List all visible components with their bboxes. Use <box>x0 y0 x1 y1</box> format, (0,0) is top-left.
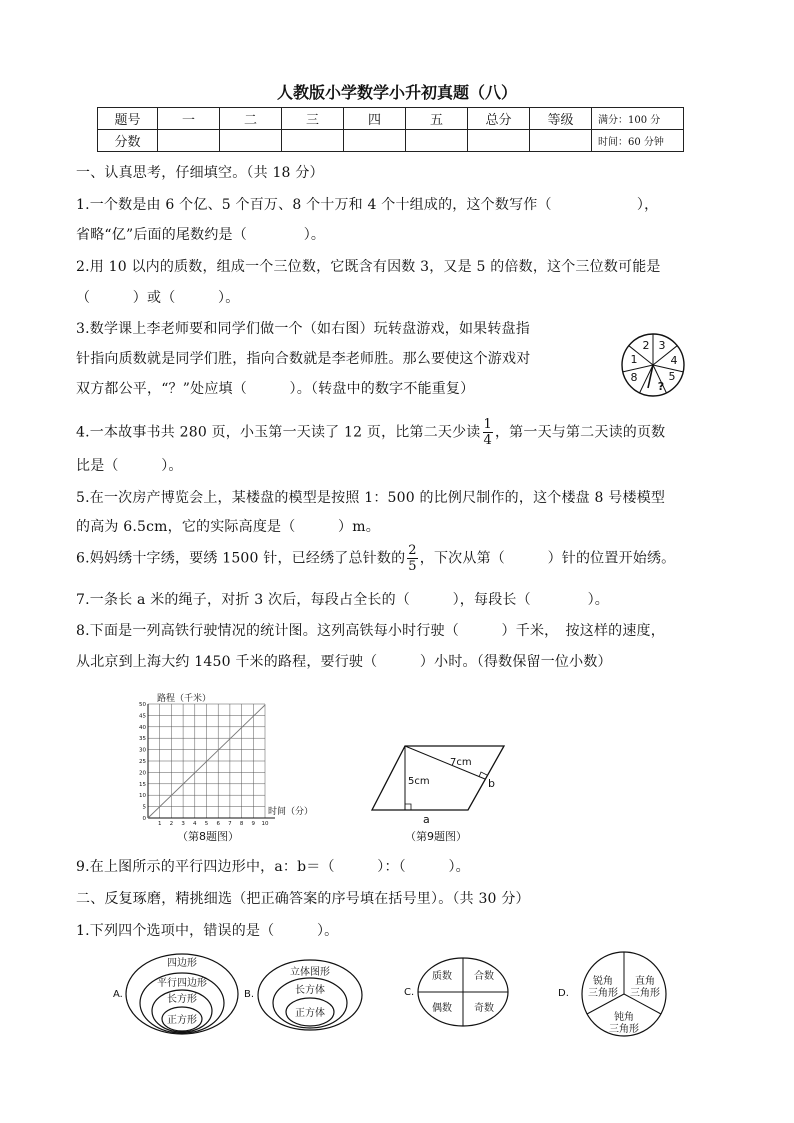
question-6-line <box>76 544 675 573</box>
x-tick-label: 8 <box>239 821 244 827</box>
x-tick-label: 1 <box>157 821 162 827</box>
quadrant-label: 奇数 <box>474 1003 494 1014</box>
parallelogram-caption: （第9题图） <box>405 830 467 843</box>
x-tick-label: 5 <box>204 821 209 827</box>
y-tick-label: 30 <box>139 747 146 754</box>
full-score-note: 满分：100 分 <box>592 108 684 130</box>
score-cell[interactable] <box>468 130 530 152</box>
venn-label: 正方形 <box>167 1015 197 1026</box>
y-tick-label: 20 <box>139 770 146 777</box>
label-5cm: 5cm <box>408 776 430 787</box>
option-a-diagram <box>110 952 240 1040</box>
score-cell[interactable] <box>282 130 344 152</box>
spinner-number: 5 <box>668 370 676 383</box>
parallelogram-shape <box>372 746 504 810</box>
score-header-cell: 题号 <box>98 108 158 130</box>
y-tick-label: 50 <box>139 702 146 708</box>
x-tick-label: 3 <box>181 821 185 827</box>
score-header-cell: 一 <box>158 108 220 130</box>
question-8-line-1: 8.下面是一列高铁行驶情况的统计图。这列高铁每小时行驶（ ）千米， 按这样的速度， <box>76 623 665 639</box>
spinner-number: 1 <box>630 353 638 366</box>
y-tick-label: 0 <box>142 816 146 822</box>
parallelogram-diagram <box>368 742 508 844</box>
label-b: b <box>488 777 495 790</box>
height-to-b <box>405 746 485 779</box>
section1-heading: 一、认真思考，仔细填空。（共 18 分） <box>76 165 324 181</box>
question-3-line-2: 针指向质数就是同学们胜，指向合数就是李老师胜。那么要使这个游戏对 <box>76 351 531 367</box>
option-letter: C. <box>404 987 415 998</box>
sector-label: 三角形 <box>588 988 618 999</box>
score-table <box>97 107 684 152</box>
spinner-number: 4 <box>670 354 678 367</box>
question-8-line-2: 从北京到上海大约 1450 千米的路程，要行驶（ ）小时。（得数保留一位小数） <box>76 654 612 670</box>
fraction-denominator: 5 <box>408 559 417 574</box>
sector-label: 三角形 <box>630 988 660 999</box>
spinner-number: 8 <box>630 371 638 384</box>
question-2-line-1: 2.用 10 以内的质数，组成一个三位数，它既含有因数 3，又是 5 的倍数，这个三位数可能是 <box>76 259 661 275</box>
x-tick-label: 6 <box>216 821 220 827</box>
spinner-number: 3 <box>658 339 666 352</box>
question-4-line-1 <box>76 418 665 447</box>
venn-label: 长方体 <box>295 985 325 996</box>
question-6-text-b: ，下次从第（ ）针的位置开始绣。 <box>419 550 676 567</box>
label-7cm: 7cm <box>450 757 472 768</box>
x-tick-label: 9 <box>251 821 256 827</box>
score-header-cell: 三 <box>282 108 344 130</box>
question-7-line: 7.一条长 a 米的绳子，对折 3 次后，每段占全长的（ ），每段长（ ）。 <box>76 592 610 608</box>
score-header-cell: 二 <box>220 108 282 130</box>
venn-label: 立体图形 <box>290 967 330 978</box>
score-row-label: 分数 <box>98 130 158 152</box>
time-note: 时间：60 分钟 <box>592 130 684 152</box>
question-1-line-2: 省略“亿”后面的尾数约是（ ）。 <box>76 227 326 243</box>
graph-caption: （第8题图） <box>177 830 239 843</box>
score-cell[interactable] <box>220 130 282 152</box>
question-3-line-3: 双方都公平，“？”处应填（ ）。（转盘中的数字不能重复） <box>76 381 475 397</box>
question-1-line-1: 1.一个数是由 6 个亿、5 个百万、8 个十万和 4 个十组成的，这个数写作（ ）， <box>76 197 659 213</box>
distance-time-graph <box>130 690 314 846</box>
option-d-diagram <box>556 950 674 1040</box>
option-b-diagram <box>242 955 372 1035</box>
x-tick-label: 2 <box>169 821 174 827</box>
question-4-text-a: 4.一本故事书共 280 页，小玉第一天读了 12 页，比第二天少读 <box>76 424 481 441</box>
fraction <box>483 418 493 447</box>
option-letter: D. <box>558 988 569 999</box>
venn-label: 四边形 <box>167 958 197 969</box>
sector-label: 直角 <box>635 976 655 987</box>
option-letter: B. <box>244 989 255 1000</box>
venn-label: 平行四边形 <box>157 978 207 989</box>
section2-question-1: 1.下列四个选项中，错误的是（ ）。 <box>76 923 339 939</box>
y-tick-label: 10 <box>139 793 146 800</box>
y-tick-label: 25 <box>139 759 146 765</box>
venn-label: 正方体 <box>295 1008 325 1019</box>
page-title: 人教版小学数学小升初真题（八） <box>276 83 517 102</box>
y-tick-label: 5 <box>142 804 146 811</box>
graph-x-ticks <box>158 821 269 827</box>
quadrant-label: 合数 <box>474 971 494 982</box>
spinner-pointer <box>648 365 653 388</box>
quadrant-label: 偶数 <box>432 1003 452 1014</box>
x-tick-label: 7 <box>228 821 232 827</box>
fraction <box>407 544 417 573</box>
option-c-diagram <box>402 955 514 1031</box>
y-tick-label: 15 <box>139 781 146 788</box>
score-header-cell: 五 <box>406 108 468 130</box>
question-6-text-a: 6.妈妈绣十字绣，要绣 1500 针，已经绣了总针数的 <box>76 550 406 567</box>
score-cell[interactable] <box>158 130 220 152</box>
score-header-cell: 四 <box>344 108 406 130</box>
graph-y-label: 路程（千米） <box>157 694 212 704</box>
x-tick-label: 10 <box>261 821 269 827</box>
score-header-cell: 总分 <box>468 108 530 130</box>
score-header-cell: 等级 <box>530 108 592 130</box>
spinner-number: ? <box>657 380 665 393</box>
fraction-numerator: 2 <box>408 543 417 558</box>
label-a: a <box>423 813 430 826</box>
score-cell[interactable] <box>406 130 468 152</box>
question-4-line-2: 比是（ ）。 <box>76 458 183 474</box>
question-5-line-2: 的高为 6.5cm，它的实际高度是（ ）m。 <box>76 519 380 535</box>
x-tick-label: 4 <box>193 821 197 827</box>
score-cell[interactable] <box>530 130 592 152</box>
y-tick-label: 40 <box>139 724 146 731</box>
question-5-line-1: 5.在一次房产博览会上，某楼盘的模型是按照 1：500 的比例尺制作的，这个楼盘 8 号楼模型 <box>76 490 666 506</box>
fraction-numerator: 1 <box>483 417 492 432</box>
spinner-diagram <box>618 330 688 400</box>
question-3-line-1: 3.数学课上李老师要和同学们做一个（如右图）玩转盘游戏，如果转盘指 <box>76 321 530 337</box>
sector-label: 钝角 <box>614 1012 634 1023</box>
fraction-denominator: 4 <box>483 433 492 448</box>
score-cell[interactable] <box>344 130 406 152</box>
y-tick-label: 45 <box>139 713 146 720</box>
quadrant-label: 质数 <box>432 971 452 982</box>
sector-label: 锐角 <box>593 976 613 987</box>
section2-heading: 二、反复琢磨，精挑细选（把正确答案的序号填在括号里）。（共 30 分） <box>76 891 530 907</box>
spinner-number: 2 <box>642 339 650 352</box>
sector-label: 三角形 <box>609 1024 639 1035</box>
option-letter: A. <box>113 989 123 1000</box>
question-9-line: 9.在上图所示的平行四边形中，a：b＝（ ）：（ ）。 <box>76 859 470 875</box>
question-4-text-b: ，第一天与第二天读的页数 <box>494 424 666 441</box>
graph-x-label: 时间（分） <box>268 807 314 817</box>
question-2-line-2: （ ）或（ ）。 <box>76 290 240 306</box>
venn-label: 长方形 <box>167 994 197 1005</box>
graph-y-ticks <box>139 702 147 822</box>
y-tick-label: 35 <box>139 736 146 743</box>
